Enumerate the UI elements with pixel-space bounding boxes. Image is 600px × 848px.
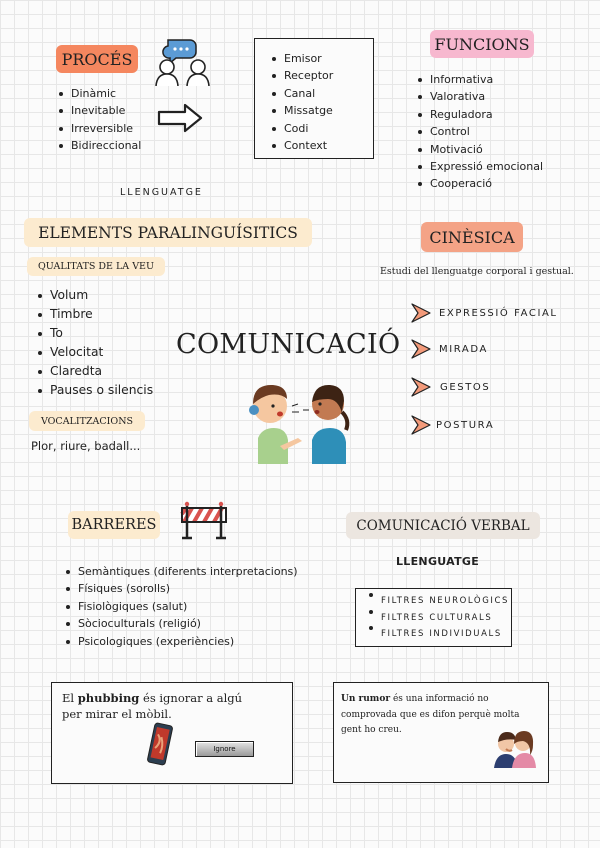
cinesica-desc: Estudi del llenguatge corporal i gestual. <box>380 266 574 277</box>
elements-list <box>270 50 333 154</box>
list-item: Canal <box>270 85 333 102</box>
funcions-title: FUNCIONS <box>430 30 534 58</box>
list-item: To <box>36 324 153 343</box>
list-item: FILTRES NEUROLÒGICS <box>367 593 509 610</box>
llenguatge-label: LLENGUATGE <box>120 187 203 198</box>
paraling-title: ELEMENTS PARALINGUÍSITICS <box>24 218 312 247</box>
list-item: Emisor <box>270 50 333 67</box>
arrow-icon <box>410 414 432 436</box>
verbal-subtitle: LLENGUATGE <box>396 555 480 568</box>
list-item: Context <box>270 137 333 154</box>
filters-list <box>367 593 509 643</box>
center-title: COMUNICACIÓ <box>176 329 401 360</box>
qualitats-title: QUALITATS DE LA VEU <box>27 257 165 276</box>
list-item: Missatge <box>270 102 333 119</box>
list-item: FILTRES CULTURALS <box>367 610 509 627</box>
list-item: Velocitat <box>36 343 153 362</box>
proces-title: PROCÉS <box>56 45 138 73</box>
arrow-icon <box>410 338 432 360</box>
arrow-icon <box>410 376 432 398</box>
list-item: Semàntiques (diferents interpretacions) <box>64 563 298 580</box>
list-item: Timbre <box>36 305 153 324</box>
rumor-rest: és una informació no comprovada que es difon perquè molta gent ho creu. <box>341 694 520 735</box>
ignore-button-label: Ignore <box>213 745 236 753</box>
list-item: Expressió emocional <box>416 158 543 175</box>
barreres-title: BARRERES <box>68 511 160 539</box>
ignore-button[interactable] <box>195 741 254 757</box>
vocal-text: Plor, riure, badall... <box>31 439 141 453</box>
list-item: Inevitable <box>57 102 141 119</box>
phone-icon <box>144 721 178 769</box>
list-item: Pauses o silencis <box>36 381 153 400</box>
barrier-icon <box>178 500 230 540</box>
list-item: Volum <box>36 286 153 305</box>
gossip-people-icon <box>492 728 536 768</box>
cinesica-title: CINÈSICA <box>421 222 523 252</box>
list-item: Codi <box>270 120 333 137</box>
phubbing-bold: phubbing <box>77 691 140 705</box>
list-item: Claredta <box>36 362 153 381</box>
list-item: Irreversible <box>57 120 141 137</box>
list-item: Motivació <box>416 141 543 158</box>
cinesica-item: MIRADA <box>439 344 488 355</box>
funcions-list <box>416 71 543 193</box>
list-item: Control <box>416 123 543 140</box>
list-item: Sòcioculturals (religió) <box>64 615 298 632</box>
list-item: Reguladora <box>416 106 543 123</box>
list-item: Cooperació <box>416 175 543 192</box>
list-item: FILTRES INDIVIDUALS <box>367 626 509 643</box>
list-item: Receptor <box>270 67 333 84</box>
list-item: Dinàmic <box>57 85 141 102</box>
arrow-icon <box>410 302 432 324</box>
cinesica-item: EXPRESSIÓ FACIAL <box>439 308 558 319</box>
cinesica-item: GESTOS <box>440 382 491 393</box>
phubbing-prefix: El <box>62 691 78 705</box>
list-item: Bidireccional <box>57 137 141 154</box>
list-item: Físiques (sorolls) <box>64 580 298 597</box>
proces-list <box>57 85 141 155</box>
barreres-list <box>64 563 298 650</box>
chat-people-icon <box>154 34 212 86</box>
phubbing-rest: és ignorar a algú per mirar el mòbil. <box>62 691 243 721</box>
list-item: Fisiològiques (salut) <box>64 598 298 615</box>
list-item: Valorativa <box>416 88 543 105</box>
qualitats-list <box>36 286 153 400</box>
list-item: Informativa <box>416 71 543 88</box>
vocal-title: VOCALITZACIONS <box>29 411 145 431</box>
arrow-right-icon <box>156 102 204 134</box>
verbal-title: COMUNICACIÓ VERBAL <box>346 512 540 539</box>
two-kids-talking-illustration <box>240 376 360 464</box>
rumor-bold: Un rumor <box>341 694 391 704</box>
cinesica-item: POSTURA <box>436 420 495 431</box>
list-item: Psicologiques (experiències) <box>64 633 298 650</box>
phubbing-text <box>62 690 252 722</box>
